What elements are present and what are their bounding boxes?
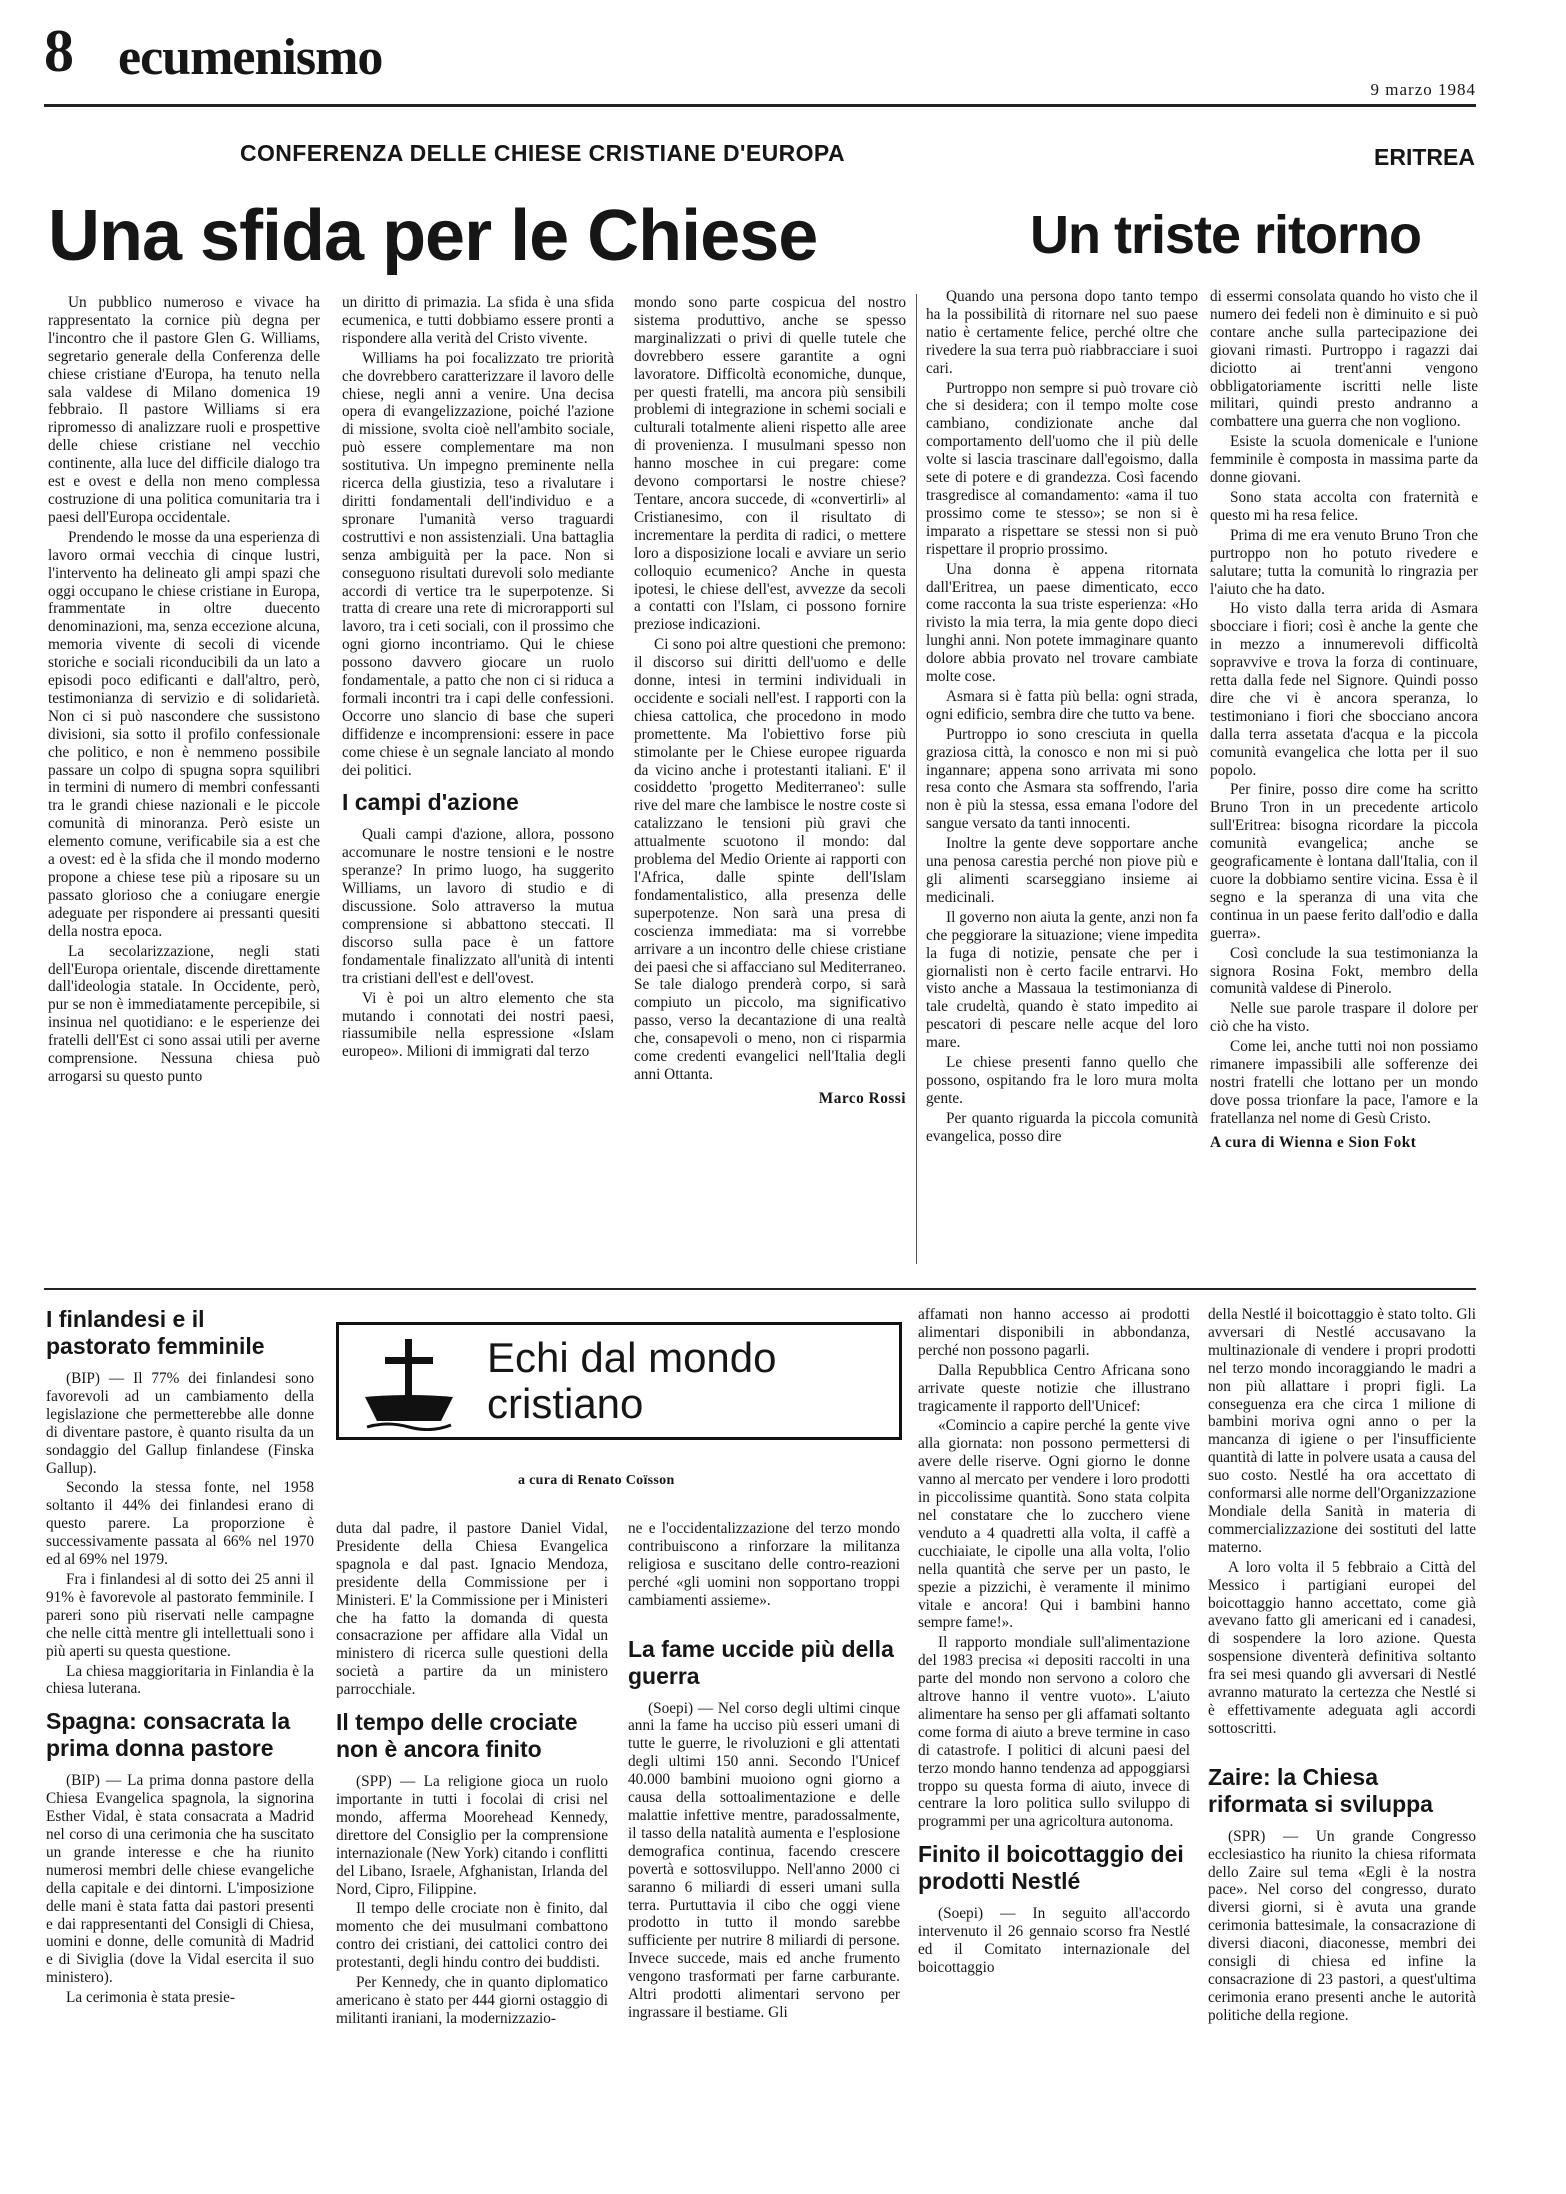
- article2-paragraph: Esiste la scuola domenicale e l'unione femminile è composta in massima parte da donne giovani.: [1210, 433, 1478, 487]
- article1-paragraph: Prendendo le mosse da una esperienza di lavoro ormai vecchia di cinque lustri, l'intervento ha delineato gli ampi spazi che oggi occupano le chiese cristiane in Europa, frammentate in oltre duecento denominazioni, ma, senza eccezione alcuna, memoria vivente di secoli di vicende storiche e sociali riconducibili da un lato a episodi poco edificanti e dall'altro, però, testimonianza di servizio e di solidarietà. Non ci si può nascondere che sussistono divisioni, sia sotto il profilo confessionale che politico, e non è nemmeno possibile passare un colpo di spugna sopra squilibri in termini di numero di membri confessanti tra le grandi chiese nazionali e le piccole comunità di minoranza. Però esiste un elemento comune, verificabile sia a est che a ovest: ed è la sfida che il mondo moderno propone a chiese tese più a riposare su un passato glorioso che a coniugare energie adeguate per rispondere ai pressanti quesiti della nostra epoca.: [48, 528, 320, 940]
- article1-paragraph: Ci sono poi altre questioni che premono: il discorso sui diritti dell'uomo e delle donne, intesi in termini individuali in occidente e sociali nell'est. I rapporti con la chiesa cattolica, che procedono in modo promettente. Ma l'obiettivo forse più stimolante per le Chiese europee riguarda da vicino anche i protestanti italiani. E' il cosiddetto 'progetto Mediterraneo': sulle rive del mare che lambisce le nostre coste si catalizzano le tensioni più gravi che attualmente scuotono il mondo: dal problema del Medio Oriente ai rapporti con l'Africa, dalle spinte dell'Islam fondamentalistico, alla presenza delle superpotenze. Non sarà una presa di coscienza immediata: ma si vorrebbe arrivare a un incontro delle chiese cristiane dei paesi che si affacciano sul Mediterraneo. Se tale dialogo prenderà corpo, si sarà compiuto un piccolo, ma significativo passo, verso la decantazione di una realtà che, consapevoli o meno, non ci risparmia come credenti evangelici nell'Italia degli anni Ottanta.: [634, 636, 906, 1083]
- fame-paragraph: Il rapporto mondiale sull'alimentazione del 1983 precisa «i depositi raccolti in una parte del mondo non servono a coloro che altrove hanno il ventre vuoto». L'aiuto alimentare ha senso per gli affamati soltanto come forma di aiuto a breve termine in caso di catastrofe. I politici di alcuni paesi del terzo mondo hanno tendenza ad appoggiarsi troppo su questa forma di aiuto, invece di centrare la loro politica sullo sviluppo di programmi per una agricoltura autonoma.: [918, 1634, 1190, 1831]
- article2-paragraph: Una donna è appena ritornata dall'Eritrea, un paese dimenticato, ecco come racconta la sua triste esperienza: «Ho rivisto la mia terra, la mia gente dopo dieci lunghi anni. Non potete immaginare quanto dolore abbia provato nel trovare cambiate molte cose.: [926, 560, 1198, 686]
- spagna-paragraph: (BIP) — La prima donna pastore della Chiesa Evangelica spagnola, la signorina Esther Vidal, è stata consacrata a Madrid nel corso di una cerimonia che ha suscitato un grande interesse e che ha riunito numerosi membri delle chiese evangeliche della capitale e dei dintorni. L'imposizione delle mani è stata fatta dai pastori presenti e dai rappresentanti del Consigli di Chiesa, uomini e donne, delle comunità di Madrid e di Siviglia (dove la Vidal esercita il suo ministero).: [46, 1772, 314, 1987]
- echi-title-box: [336, 1322, 902, 1440]
- echi-byline: a cura di Renato Coïsson: [518, 1473, 675, 1488]
- article2-paragraph: Come lei, anche tutti noi non possiamo rimanere impassibili alle sofferenze dei nostri fratelli che lottano per un mondo dove possa trionfare la pace, l'amore e la fratellanza nel nome di Gesù Cristo.: [1210, 1038, 1478, 1127]
- zaire-paragraph: (SPR) — Un grande Congresso ecclesiastico ha riunito la chiesa riformata dello Zaire sul tema «Egli è la nostra pace». Nel corso del congresso, durato diversi giorni, si è avuta una grande cerimonia battesimale, la consacrazione di diversi diaconi, diaconesse, membri dei consigli di chiesa ed infine la consacrazione di 23 pastori, a quest'ultima cerimonia erano presenti anche le autorità politiche della regione.: [1208, 1827, 1476, 2024]
- article2-paragraph: Quando una persona dopo tanto tempo ha la possibilità di ritornare nel suo paese natio è certamente felice, perché oltre che rivedere la sua terra può riabbracciare i suoi cari.: [926, 288, 1198, 377]
- page-number: 8: [44, 18, 74, 84]
- echi-title-line2: cristiano: [487, 1380, 644, 1427]
- crociate-paragraph: Per Kennedy, che in quanto diplomatico americano è stato per 444 giorni ostaggio di militanti iraniani, la modernizzazio-: [336, 1974, 608, 2027]
- article2-paragraph: Asmara si è fatta più bella: ogni strada, ogni edificio, sembra dire che tutto va bene.: [926, 687, 1198, 723]
- article2-column-2: [1210, 288, 1478, 1284]
- article1-paragraph: Un pubblico numeroso e vivace ha rappresentato la cornice più degna per l'incontro che il pastore Glen G. Williams, segretario generale della Conferenza delle chiese cristiane d'Europa, ha tenuto nella sala valdese di Milano domenica 19 febbraio. Il pastore Williams si era ripromesso di analizzare ruoli e prospettive delle chiese cristiane nel vecchio continente, alla luce del difficile dialogo tra est e ovest e della non meno complessa costruzione di una politica comunitaria tra i paesi dell'Europa occidentale.: [48, 294, 320, 526]
- finlandesi-paragraph: Secondo la stessa fonte, nel 1958 soltanto il 44% dei finlandesi erano di questo parere. La proporzione è successivamente passata al 66% nel 1970 ed al 69% nel 1979.: [46, 1479, 314, 1569]
- article2-paragraph: Prima di me era venuto Bruno Tron che purtroppo non ho potuto rivedere e salutare; tutta la comunità lo ringrazia per l'aiuto che ha dato.: [1210, 526, 1478, 598]
- crociate-paragraph: (SPP) — La religione gioca un ruolo importante in tutti i focolai di crisi nel mondo, afferma Moorehead Kennedy, direttore del Consiglio per la comprensione internazionale (New York) citando i conflitti del Libano, Israele, Afghanistan, Irlanda del Nord, Cipro, Filippine.: [336, 1773, 608, 1898]
- article1-column-3: [634, 294, 906, 1270]
- crociate-paragraph: Il tempo delle crociate non è finito, dal momento che dei musulmani combattono contro dei cristiani, dei cattolici contro dei protestanti, degli hindu contro dei buddisti.: [336, 1900, 608, 1972]
- spagna-title: Spagna: consacrata la prima donna pastore: [46, 1708, 291, 1762]
- finlandesi-paragraph: La chiesa maggioritaria in Finlandia è la chiesa luterana.: [46, 1662, 314, 1698]
- fame-paragraph: Dalla Repubblica Centro Africana sono arrivate queste notizie che illustrano tragicamente il rapporto dell'Unicef:: [918, 1361, 1190, 1415]
- article2-author: A cura di Wienna e Sion Fokt: [1210, 1133, 1417, 1151]
- section-name: ecumenismo: [118, 29, 383, 86]
- finlandesi-paragraph: (BIP) — Il 77% dei finlandesi sono favorevoli ad un cambiamento della legislazione che permetterebbe alle donne di diventare pastore, è quanto risulta da un sondaggio del Gallup finlandese (Finska Gallup).: [46, 1370, 314, 1477]
- echi-column-4: [918, 1306, 1190, 2186]
- article-divider-vertical: [916, 294, 917, 1264]
- article1-paragraph: Vi è poi un altro elemento che sta mutando i connotati dei nostri paesi, riassumibile nella espressione «Islam europeo». Milioni di immigrati dal terzo: [342, 989, 614, 1061]
- header-rule: [44, 104, 1476, 107]
- article1-paragraph: Quali campi d'azione, allora, possono accomunare le nostre tensioni e le nostre speranze? In primo luogo, ha suggerito Williams, un lavoro di studio e di discussione. Solo attraverso la mutua comprensione si abbattono steccati. Il discorso sulla pace è un fattore fondamentale finalizzato all'unità di intenti tra cristiani dell'est e dell'ovest.: [342, 826, 614, 987]
- issue-date: 9 marzo 1984: [1370, 80, 1476, 99]
- spagna-paragraph: duta dal padre, il pastore Daniel Vidal, Presidente della Chiesa Evangelica spagnola e dal past. Ignacio Mendoza, presidente della Commissione per i Ministeri. E' la Commissione per i Ministeri che ha fatto la domanda di questa consacrazione per affidare alla Vidal un ministero di ricerca sulle questioni della società a partire da un ministero parrocchiale.: [336, 1520, 608, 1699]
- echi-column-2: [336, 1520, 608, 2186]
- spagna-paragraph: La cerimonia è stata presie-: [66, 1989, 236, 2007]
- article2-title: Un triste ritorno: [1030, 205, 1422, 265]
- fame-title: La fame uccide più della guerra: [628, 1635, 894, 1689]
- zaire-title: Zaire: la Chiesa riformata si sviluppa: [1208, 1763, 1433, 1817]
- article1-column-2: [342, 294, 614, 1264]
- article2-paragraph: Il governo non aiuta la gente, anzi non fa che peggiorare la situazione; viene impedita la fuga di notizie, pensate che per i giornalisti non è certo facile entrarvi. Ho visto anche a Massaua la testimonianza di tale crudeltà, quando è stato impedito ai pescatori di pescare nelle acque del loro mare.: [926, 908, 1198, 1052]
- article1-subhead: I campi d'azione: [342, 789, 519, 816]
- nestle-paragraph: A loro volta il 5 febbraio a Città del Messico i partigiani europei del boicottaggio hanno accettato, come già avevano fatto gli americani ed i canadesi, di sospendere la loro azione. Questa sospensione diventerà definitiva soltanto fra sei mesi quando gli avversari di Nestlé avranno maturato la certezza che Nestlé si è effettivamente adeguata agli accordi sottoscritti.: [1208, 1558, 1476, 1737]
- article1-paragraph: mondo sono parte cospicua del nostro sistema produttivo, anche se spesso marginalizzati o privi di quelle tutele che dovrebbero essere garantite a ogni lavoratore. Difficoltà economiche, dunque, per questi fratelli, ma ancora più sensibili problemi di integrazione in schemi sociali e culturali totalmente alieni rispetto alle aree di provenienza. I musulmani spesso non hanno moschee in cui pregare: come devono comportarsi le nostre chiese? Tentare, ancora succede, di «convertirli» al Cristianesimo, con il risultato di incrementare la perdita di radici, o mettere loro a disposizione locali e avviare un serio colloquio ecumenico? Anche in questa ipotesi, le chiese dell'est, avvezze da secoli a contatti con l'Islam, ci possono fornire preziose indicazioni.: [634, 294, 906, 634]
- article2-paragraph: di essermi consolata quando ho visto che il numero dei fedeli non è diminuito e si può contare anche sulla partecipazione dei giovani rimasti. Purtroppo i ragazzi dai diciotto ai trent'anni vengono obbligatoriamente iscritti nelle liste militari, quindi presto andranno a combattere una guerra che non vogliono.: [1210, 288, 1478, 431]
- fame-paragraph: affamati non hanno accesso ai prodotti alimentari disponibili in abbondanza, perché non possono pagarli.: [918, 1306, 1190, 1359]
- nestle-title: Finito il boicottaggio dei prodotti Nestlé: [918, 1841, 1184, 1895]
- finlandesi-title: I finlandesi e il pastorato femminile: [46, 1306, 265, 1359]
- article2-paragraph: Sono stata accolta con fraternità e questo mi ha resa felice.: [1210, 488, 1478, 524]
- article2-paragraph: Nelle sue parole traspare il dolore per ciò che ha visto.: [1210, 1000, 1478, 1036]
- cross-boat-icon: [359, 1335, 459, 1431]
- article2-paragraph: Per finire, posso dire come ha scritto Bruno Tron in un precedente articolo sull'Eritrea: bisogna ricordare la piccola comunità evangelica; anche se geograficamente è lontana dall'Italia, con il cuore la dobbiamo sentire vicina. Essa è il segno e la speranza di una vita che continua in un paese ferito dall'odio e dalla guerra».: [1210, 781, 1478, 942]
- fame-paragraph: (Soepi) — Nel corso degli ultimi cinque anni la fame ha ucciso più esseri umani di tutte le guerre, le rivoluzioni e gli attentati degli ultimi 150 anni. Secondo l'Unicef 40.000 bambini muoiono ogni giorno a causa della sottoalimentazione e delle malattie infettive mentre, paradossalmente, il tasso della natalità aumenta e l'esplosione demografica continua, facendo crescere povertà e sottosviluppo. Nell'anno 2000 ci saranno 6 miliardi di esseri umani sulla terra. Purtuttavia il cibo che oggi viene prodotto in tutto il mondo sarebbe sufficiente per nutrire 8 miliardi di persone. Invece succede, mais ed anche frumento vengono trasformati per farne carburante. Altri prodotti alimentari servono per ingrassare il bestiame. Gli: [628, 1699, 900, 2021]
- article2-paragraph: Per quanto riguarda la piccola comunità evangelica, posso dire: [926, 1109, 1198, 1145]
- article2-paragraph: Inoltre la gente deve sopportare anche una penosa carestia perché non piove più e gli alimenti scarseggiano insieme ai medicinali.: [926, 835, 1198, 906]
- article2-paragraph: Purtroppo io sono cresciuta in quella graziosa città, la conosco e non mi si può ingannare; appena sono arrivata mi sono resa conto che Asmara sta soffrendo, l'aria non è più la stessa, essa emana l'odore del sangue versato da tanti innocenti.: [926, 725, 1198, 833]
- article2-kicker: ERITREA: [1374, 144, 1475, 170]
- echi-column-3: [628, 1520, 900, 2186]
- fame-paragraph: «Comincio a capire perché la gente vive alla giornata: non possono permettersi di avere delle riserve. Ogni giorno le donne vanno al mercato per vendere i loro prodotti in piccolissime quantità. Sono stata colpita nel constatare che lo zucchero viene venduto a 4 quadretti alla volta, il caffè a cucchiaiate, le cipolle una alla volta, l'olio nella quantità che serve per un pasto, le spezie a pizzichi, è veramente il minimo vitale e ancora! Qui i bambini hanno sempre fame!».: [918, 1417, 1190, 1632]
- article1-paragraph: un diritto di primazia. La sfida è una sfida ecumenica, e tutti dobbiamo essere pronti a rispondere alla verità del Cristo vivente.: [342, 294, 614, 347]
- nestle-paragraph: (Soepi) — In seguito all'accordo intervenuto il 26 gennaio scorso fra Nestlé ed il Comitato internazionale del boicottaggio: [918, 1905, 1190, 1976]
- echi-column-5: [1208, 1306, 1476, 2186]
- article1-paragraph: Williams ha poi focalizzato tre priorità che dovrebbero caratterizzare il lavoro delle chiese, negli anni a venire. Una decisa opera di evangelizzazione, poiché l'azione di missione, svolta cioè nell'ambito sociale, può essere complementare ma non sostitutiva. Un impegno preminente nella ricerca della giustizia, teso a rivalutare i diritti fondamentali dell'individuo e a spronare l'umanità verso traguardi costruttivi e non assistenziali. Una battaglia senza ambiguità per la pace. Non si conseguono risultati durevoli solo mediante accordi di vertice tra le superpotenze. Si tratta di creare una rete di microrapporti sul lavoro, tra i ceti sociali, con il prossimo che ogni giorno incontriamo. Qui le chiese possono davvero giocare un ruolo fondamentale, a patto che non ci si riduca a formali incontri tra i capi delle confessioni. Occorre uno slancio di base che superi diffidenze e incomprensioni: essere in pace come chiese è un segnale lanciato al mondo dei politici.: [342, 349, 614, 779]
- crociate-paragraph: ne e l'occidentalizzazione del terzo mondo contribuiscono a rinforzare la militanza religiosa e suscitano delle contro-reazioni perché «gli uomini non sopportano troppi cambiamenti assieme».: [628, 1520, 900, 1609]
- article1-title: Una sfida per le Chiese: [48, 196, 818, 276]
- article2-paragraph: Ho visto dalla terra arida di Asmara sbocciare i fiori; così è anche la gente che in mezzo a innumerevoli difficoltà sopravvive e trova la forza di continuare, retta dalla fede nel Signore. Quindi posso dire che vi è ancora speranza, lo testimoniano i fiori che sbocciano ancora dalla terra assetata d'acqua e la piccola comunità evangelica che lotta per il suo popolo.: [1210, 600, 1478, 779]
- nestle-paragraph: della Nestlé il boicottaggio è stato tolto. Gli avversari di Nestlé accusavano la multinazionale di vendere i propri prodotti nel terzo mondo incoraggiando le madri a non più allattare i propri figli. La conseguenza era che circa 1 milione di bambini moriva ogni anno o per la mancanza di igiene o per l'insufficiente quantità di latte in polvere usata a causa del suo costo. Nestlé ha ora accettato di conformarsi alle norme dell'Organizzazione Mondiale della Sanità in materia di commercializzazione dei sostituti del latte materno.: [1208, 1306, 1476, 1556]
- article2-paragraph: Così conclude la sua testimonianza la signora Rosina Fokt, membro della comunità valdese di Pinerolo.: [1210, 944, 1478, 998]
- article1-paragraph: La secolarizzazione, negli stati dell'Europa orientale, discende direttamente dall'ideologia statale. In Occidente, però, pur se non è immediatamente percepibile, si insinua nel quotidiano: e le esperienze dei fratelli dell'Est ci sono assai utili per averne comprensione. Nessuna chiesa può arrogarsi su questo punto: [48, 942, 320, 1085]
- article1-author: Marco Rossi: [818, 1089, 906, 1107]
- echi-column-1: [46, 1306, 314, 2186]
- article1-kicker: CONFERENZA DELLE CHIESE CRISTIANE D'EUROPA: [240, 140, 845, 166]
- article2-paragraph: Purtroppo non sempre si può trovare ciò che si desidera; con il tempo molte cose cambiano, condizionate anche dal comportamento dell'uomo che il più delle volte si lascia trascinare dall'egoismo, dalla sete di potere e di grandezza. Così facendo trasgredisce al comandamento: «ama il tuo prossimo come te stesso»; se non si è imparato a rispettare se stessi non si può rispettare il proprio prossimo.: [926, 379, 1198, 558]
- article2-paragraph: Le chiese presenti fanno quello che possono, ospitando fra le loro mura molta gente.: [926, 1054, 1198, 1107]
- finlandesi-paragraph: Fra i finlandesi al di sotto dei 25 anni il 91% è favorevole al pastorato femminile. I pareri sono più riservati nelle campagne che nelle città mentre gli intellettuali sono i più aperti su questa questione.: [46, 1570, 314, 1660]
- echi-title-line1: Echi dal mondo: [487, 1334, 777, 1381]
- article2-column-1: [926, 288, 1198, 1270]
- article1-column-1: [48, 294, 320, 1250]
- section-divider: [44, 1288, 1476, 1290]
- crociate-title: Il tempo delle crociate non è ancora finito: [336, 1709, 578, 1763]
